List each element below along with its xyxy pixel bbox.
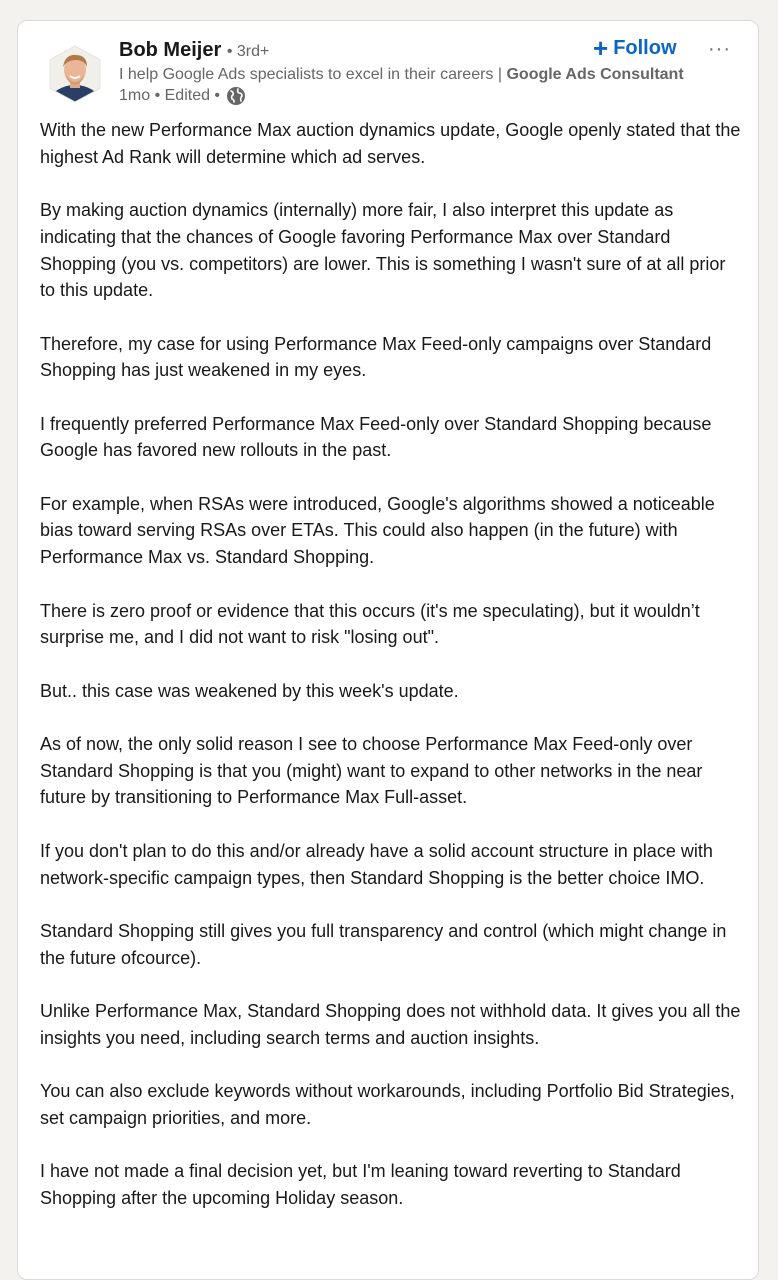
avatar-hexagon-icon[interactable] [48,45,102,103]
headline-text: I help Google Ads specialists to excel in their careers | [119,66,507,83]
post-paragraph: Standard Shopping still gives you full transparency and control (which might change in the future ofcource). [40,920,727,968]
post-paragraph: There is zero proof or evidence that this occurs (it's me speculating), but it wouldn’t surprise me, and I did not want to risk "losing out". [40,600,700,648]
post-paragraph: Unlike Performance Max, Standard Shopping does not withhold data. It gives you all the insights you need, including search terms and auction insights. [40,1001,741,1048]
author-name-text[interactable]: Bob Meijer [119,39,222,61]
follow-button[interactable] [593,35,677,61]
post-time: 1mo • Edited • [119,87,221,104]
author-headline [119,66,684,84]
author-name[interactable] [119,39,269,62]
ellipsis-icon[interactable]: ··· [708,38,731,60]
follow-label: Follow [613,36,677,59]
plus-icon: + [593,33,609,63]
post-paragraph: You can also exclude keywords without workarounds, including Portfolio Bid Strategies, set campaign priorities, and more. [40,1081,735,1128]
post-paragraph: As of now, the only solid reason I see to choose Performance Max Feed-only over Standard Shopping is that you (might) want to expand to other networks in the near future by transitioning to Performance Max Full-asset. [40,734,703,808]
post-paragraph: If you don't plan to do this and/or already have a solid account structure in place with network-specific campaign types, then Standard Shopping is the better choice IMO. [40,840,713,888]
post-paragraph: For example, when RSAs were introduced, Google's algorithms showed a noticeable bias toward serving RSAs over ETAs. This could also happen (in the future) with Performance Max vs. Standard Shopping. [40,493,715,568]
post-meta [119,86,246,106]
post-paragraph: I frequently preferred Performance Max Feed-only over Standard Shopping because Google has favored new rollouts in the past. [40,413,712,461]
post-paragraph: But.. this case was weakened by this week's update. [40,680,459,701]
post-card [17,20,759,1280]
globe-icon [226,86,246,106]
post-paragraph: Therefore, my case for using Performance Max Feed-only campaigns over Standard Shopping has just weakened in my eyes. [40,333,712,381]
post-paragraph: By making auction dynamics (internally) more fair, I also interpret this update as indicating that the chances of Google favoring Performance Max over Standard Shopping (you vs. competitors) are lower. This is something I wasn't sure of at all prior to this update. [40,200,726,301]
post-paragraph: With the new Performance Max auction dynamics update, Google openly stated that the highest Ad Rank will determine which ad serves. [40,120,741,167]
post-paragraph: I have not made a final decision yet, but I'm leaning toward reverting to Standard Shopping after the upcoming Holiday season. [40,1161,681,1208]
headline-bold-text: Google Ads Consultant [506,66,684,83]
post-body [40,117,742,1238]
connection-degree: • 3rd+ [226,43,270,60]
